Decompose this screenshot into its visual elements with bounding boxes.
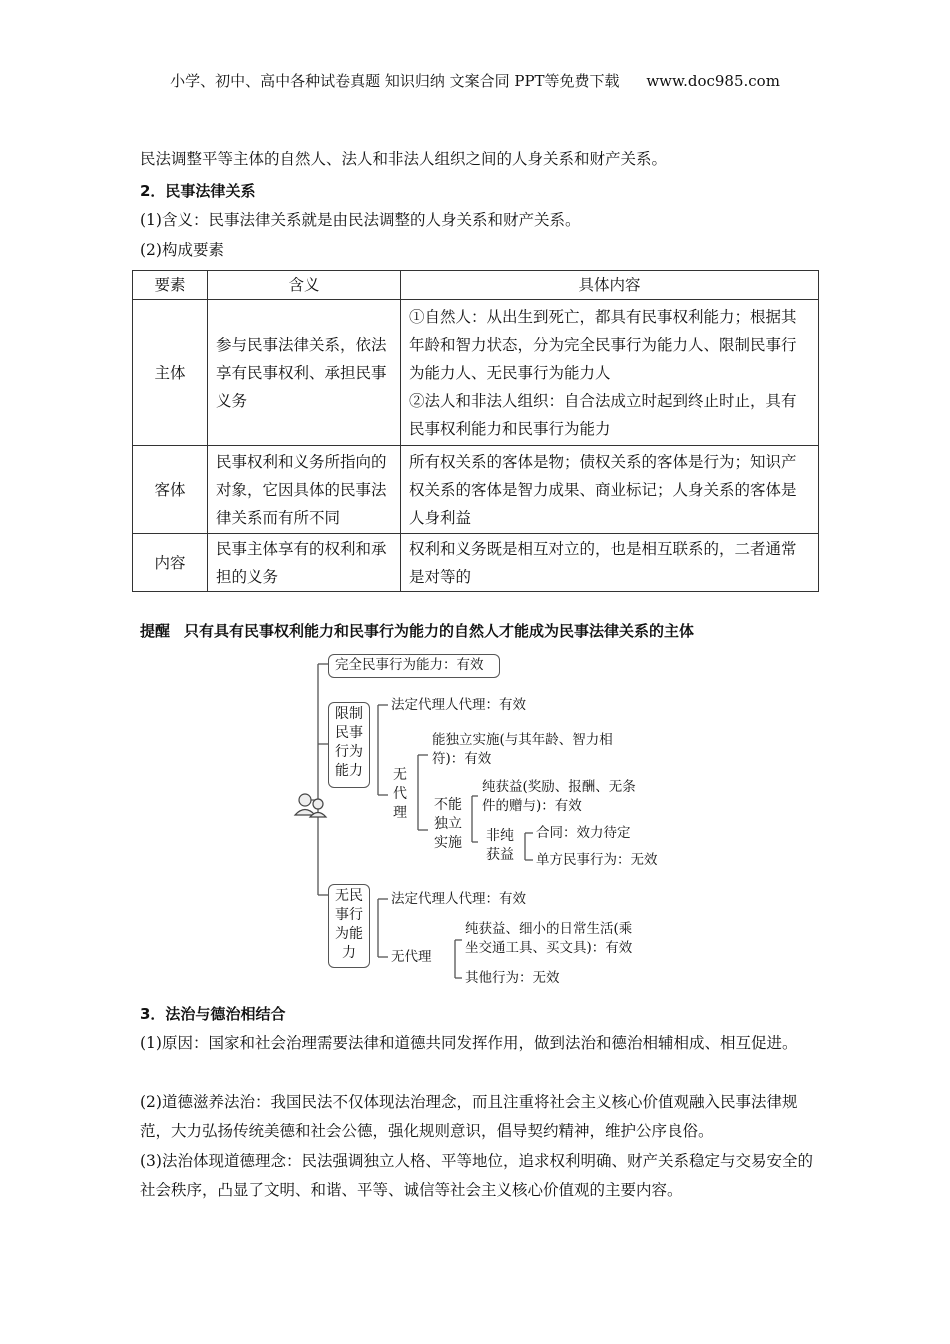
section2-definition: (1)含义：民事法律关系就是由民法调整的人身关系和财产关系。 (140, 211, 581, 229)
no-agent-char: 无 (393, 767, 407, 783)
not-independent-line: 独立 (434, 816, 462, 832)
limited-legal-agent: 法定代理人代理：有效 (391, 697, 526, 713)
people-icon (295, 794, 326, 817)
none-no-agent: 无代理 (391, 949, 432, 965)
table-header: 要素 (133, 271, 208, 300)
section3-morality-nourishes-law: (2)道德滋养法治：我国民法不仅体现法治理念，而且注重将社会主义核心价值观融入民事法律规范，大力弘扬传统美德和社会公德，强化规则意识，倡导契约精神，维护公序良俗。 (140, 1093, 798, 1140)
no-capacity-title-line: 为能 (335, 926, 363, 942)
table-cell-meaning: 民事主体享有的权利和承担的义务 (208, 534, 401, 592)
section2-elements-label: (2)构成要素 (140, 241, 224, 259)
no-capacity-title (329, 887, 369, 963)
table-cell-content: 权利和义务既是相互对立的，也是相互联系的，二者通常是对等的 (401, 534, 819, 592)
none-other-acts: 其他行为：无效 (465, 970, 560, 986)
table-cell-element: 内容 (133, 534, 208, 592)
full-capacity-box (328, 654, 500, 678)
limited-title-line: 行为 (335, 744, 363, 760)
no-capacity-box (328, 884, 370, 968)
limited-capacity-box (328, 702, 370, 788)
table-cell-meaning: 民事权利和义务所指向的对象，它因具体的民事法律关系而有所不同 (208, 446, 401, 534)
section3-reason: (1)原因：国家和社会治理需要法律和道德共同发挥作用，做到法治和德治相辅相成、相互促进。 (140, 1034, 798, 1052)
none-pure-benefit-line: 纯获益、细小的日常生活(乘 (465, 921, 633, 937)
intro-paragraph: 民法调整平等主体的自然人、法人和非法人组织之间的人身关系和财产关系。 (140, 150, 668, 168)
contract-effect: 合同：效力待定 (536, 825, 631, 841)
header-text: 小学、初中、高中各种试卷真题 知识归纳 文案合同 PPT等免费下载 (170, 72, 620, 90)
not-independent-line: 实施 (434, 835, 462, 851)
table-cell-element: 客体 (133, 446, 208, 534)
not-independent (428, 796, 468, 853)
limited-no-agent (388, 766, 412, 823)
subject-natural-person: ①自然人：从出生到死亡，都具有民事权利能力；根据其年龄和智力状态，分为完全民事行为能力人、限制民事行为能力人、无民事行为能力人 (409, 307, 797, 382)
limited-title-line: 限制 (335, 706, 363, 722)
table-cell-content: 所有权关系的客体是物；债权关系的客体是行为；知识产权关系的客体是智力成果、商业标记；人身关系的客体是人身利益 (401, 446, 819, 534)
full-capacity-label: 完全民事行为能力：有效 (335, 657, 484, 673)
independent-line: 能独立实施(与其年龄、智力相 (432, 732, 613, 748)
no-capacity-title-line: 无民 (335, 888, 363, 904)
non-pure-benefit (480, 827, 520, 865)
table-cell-meaning: 参与民事法律关系，依法享有民事权利、承担民事义务 (208, 300, 401, 446)
section3-law-embodies-morality: (3)法治体现道德理念：民法强调独立人格、平等地位，追求权利明确、财产关系稳定与交易安全的社会秩序，凸显了文明、和谐、平等、诚信等社会主义核心价值观的主要内容。 (140, 1152, 813, 1199)
no-agent-char: 理 (393, 805, 407, 821)
table-cell-element: 主体 (133, 300, 208, 446)
none-pure-benefit-line: 坐交通工具、买文具)：有效 (465, 940, 633, 956)
section2-heading: 2．民事法律关系 (140, 182, 256, 200)
limited-title-line: 能力 (335, 763, 363, 779)
independent-line: 符)：有效 (432, 751, 492, 767)
subject-legal-person: ②法人和非法人组织：自合法成立时起到终止时止，具有民事权利能力和民事行为能力 (409, 391, 797, 438)
pure-benefit-line: 纯获益(奖励、报酬、无条 (482, 779, 636, 795)
unilateral-act: 单方民事行为：无效 (536, 852, 658, 868)
table-header: 具体内容 (401, 271, 819, 300)
not-independent-line: 不能 (434, 797, 462, 813)
pure-benefit-line: 件的赠与)：有效 (482, 798, 582, 814)
none-legal-agent: 法定代理人代理：有效 (391, 891, 526, 907)
independent-action (432, 731, 613, 769)
section3-heading: 3．法治与德治相结合 (140, 1005, 286, 1023)
pure-benefit (482, 778, 636, 816)
header-url[interactable]: www.doc985.com (646, 72, 780, 90)
none-pure-benefit (465, 920, 632, 958)
limited-title (329, 705, 369, 781)
limited-title-line: 民事 (335, 725, 363, 741)
tip-text: 只有具有民事权利能力和民事行为能力的自然人才能成为民事法律关系的主体 (184, 622, 695, 640)
table-header: 含义 (208, 271, 401, 300)
non-pure-line: 获益 (486, 847, 514, 863)
no-agent-char: 代 (393, 786, 407, 802)
no-capacity-title-line: 事行 (335, 907, 363, 923)
no-capacity-title-line: 力 (342, 945, 356, 961)
tip-label: 提醒 (140, 622, 171, 640)
non-pure-line: 非纯 (486, 828, 514, 844)
